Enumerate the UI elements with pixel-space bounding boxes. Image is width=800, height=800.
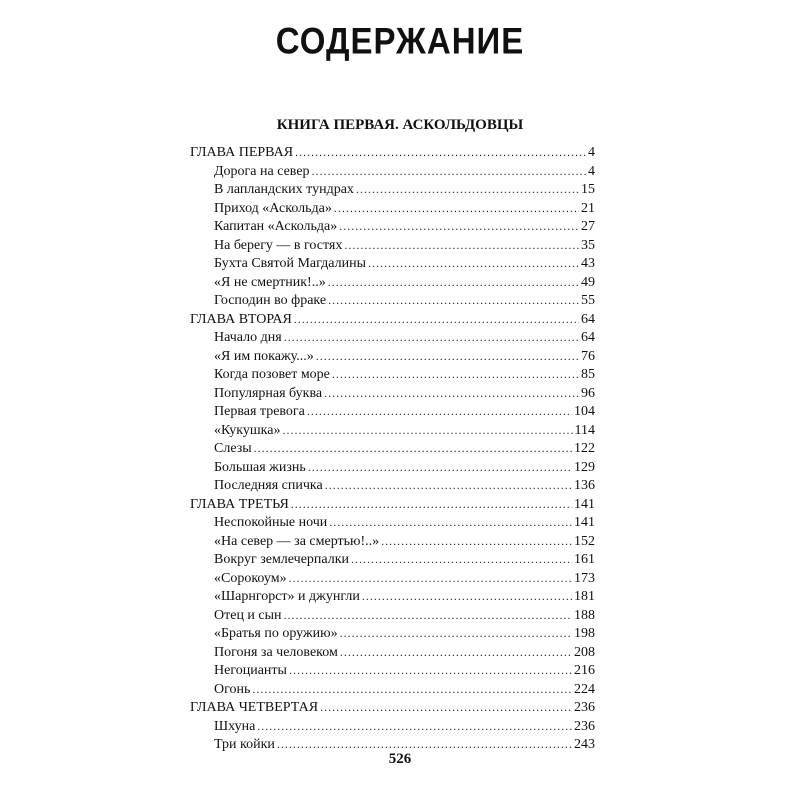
- dot-leader: [252, 680, 572, 699]
- toc-section-row: [190, 347, 595, 366]
- dot-leader: [329, 513, 572, 532]
- toc-entry-page: 64: [581, 330, 595, 345]
- toc-entry-title: Негоцианты: [214, 663, 287, 678]
- toc-entry-page: 96: [581, 385, 595, 401]
- toc-entry-title: Дорога на север: [214, 163, 310, 179]
- toc-entry-page: 35: [581, 237, 595, 253]
- dot-leader: [381, 532, 572, 551]
- toc-entry-page: 4: [588, 163, 595, 179]
- toc-section-row: [190, 421, 595, 440]
- dot-leader: [308, 458, 572, 477]
- toc-chapter-row: [190, 495, 595, 514]
- toc-section-row: [190, 587, 595, 606]
- dot-leader: [368, 254, 579, 273]
- toc-entry-page: 141: [574, 515, 595, 530]
- toc-entry-title: На берегу — в гостях: [214, 237, 343, 253]
- toc-entry-page: 152: [574, 533, 595, 549]
- toc-entry-page: 181: [574, 589, 595, 604]
- toc-entry-title: «Шарнгорст» и джунгли: [214, 589, 360, 604]
- toc-entry-title: ГЛАВА ВТОРАЯ: [190, 311, 292, 327]
- toc-entry-page: 243: [574, 737, 595, 752]
- toc-section-row: [190, 661, 595, 680]
- toc-section-row: [190, 606, 595, 625]
- toc-entry-page: 104: [574, 404, 595, 419]
- toc-entry-title: Начало дня: [214, 330, 282, 345]
- toc-section-row: [190, 236, 595, 255]
- dot-leader: [344, 236, 579, 255]
- dot-leader: [284, 328, 579, 347]
- toc-entry-page: 122: [574, 441, 595, 456]
- toc-entry-title: Шхуна: [214, 718, 256, 734]
- toc-section-row: [190, 624, 595, 643]
- dot-leader: [334, 199, 579, 218]
- dot-leader: [312, 162, 586, 181]
- toc-entry-title: «Сорокоум»: [214, 570, 287, 586]
- dot-leader: [351, 550, 572, 569]
- toc-section-row: [190, 532, 595, 551]
- dot-leader: [328, 291, 579, 310]
- toc-entry-title: Отец и сын: [214, 607, 282, 623]
- toc-entry-title: Капитан «Аскольда»: [214, 219, 338, 234]
- toc-entry-page: 129: [574, 459, 595, 475]
- dot-leader: [307, 402, 572, 421]
- toc-chapter-row: [190, 310, 595, 329]
- dot-leader: [289, 661, 572, 680]
- toc-entry-title: ГЛАВА ЧЕТВЕРТАЯ: [190, 700, 319, 715]
- toc-entry-page: 85: [581, 367, 595, 382]
- toc-entry-title: ГЛАВА ПЕРВАЯ: [190, 145, 294, 160]
- toc-section-row: [190, 384, 595, 403]
- toc-entry-page: 208: [574, 644, 595, 660]
- toc-entry-title: Последняя спичка: [214, 478, 323, 493]
- toc-entry-page: 43: [581, 256, 595, 271]
- dot-leader: [362, 587, 572, 606]
- toc-entry-page: 49: [581, 274, 595, 290]
- toc-section-row: [190, 680, 595, 699]
- toc-entry-title: Бухта Святой Магдалины: [214, 256, 367, 271]
- toc-entry-page: 216: [574, 663, 595, 678]
- toc-entry-page: 236: [574, 718, 595, 734]
- toc-entry-page: 198: [574, 626, 595, 641]
- page-title: СОДЕРЖАНИЕ: [275, 19, 525, 62]
- toc-entry-page: 161: [574, 552, 595, 567]
- toc-entry-page: 224: [574, 681, 595, 697]
- toc-entry-page: 64: [581, 311, 595, 327]
- toc-entry-title: Господин во фраке: [214, 293, 327, 308]
- toc-entry-page: 141: [574, 496, 595, 512]
- toc-entry-title: ГЛАВА ТРЕТЬЯ: [190, 496, 289, 512]
- dot-leader: [284, 606, 572, 625]
- toc-entry-page: 136: [574, 478, 595, 493]
- dot-leader: [257, 717, 572, 736]
- toc-entry-page: 21: [581, 200, 595, 216]
- toc-section-row: [190, 550, 595, 569]
- toc-entry-title: Три койки: [214, 737, 275, 752]
- toc-entry-title: В лапландских тундрах: [214, 182, 354, 197]
- toc-section-row: [190, 180, 595, 199]
- toc-entry-title: Когда позовет море: [214, 367, 330, 382]
- toc-entry-page: 76: [581, 348, 595, 364]
- dot-leader: [325, 476, 572, 495]
- dot-leader: [340, 643, 572, 662]
- book-heading: КНИГА ПЕРВАЯ. АСКОЛЬДОВЦЫ: [276, 117, 524, 133]
- toc-section-row: [190, 643, 595, 662]
- toc-entry-page: 173: [574, 570, 595, 586]
- toc-entry-title: Погоня за человеком: [214, 644, 338, 660]
- dot-leader: [291, 495, 572, 514]
- toc-entry-title: Вокруг землечерпалки: [214, 552, 350, 567]
- toc-section-row: [190, 476, 595, 495]
- toc-section-row: [190, 439, 595, 458]
- toc-entry-title: Первая тревога: [214, 404, 305, 419]
- toc-entry-title: «Я не смертник!..»: [214, 274, 326, 290]
- dot-leader: [295, 143, 586, 162]
- toc-entry-title: «Братья по оружию»: [214, 626, 338, 641]
- toc-entry-page: 236: [574, 700, 595, 715]
- dot-leader: [320, 698, 572, 717]
- toc-section-row: [190, 217, 595, 236]
- toc-section-row: [190, 365, 595, 384]
- dot-leader: [294, 310, 579, 329]
- toc-entry-title: Огонь: [214, 681, 251, 697]
- page-number: 526: [388, 751, 412, 767]
- toc-entry-title: «Я им покажу...»: [214, 348, 314, 364]
- toc-section-row: [190, 569, 595, 588]
- toc-section-row: [190, 254, 595, 273]
- dot-leader: [282, 421, 572, 440]
- toc-entry-page: 55: [581, 293, 595, 308]
- dot-leader: [328, 273, 579, 292]
- toc-section-row: [190, 328, 595, 347]
- toc-entry-title: Приход «Аскольда»: [214, 200, 332, 216]
- toc-section-row: [190, 162, 595, 181]
- dot-leader: [324, 384, 579, 403]
- toc-entry-page: 27: [581, 219, 595, 234]
- toc-entry-page: 4: [588, 145, 595, 160]
- dot-leader: [340, 624, 572, 643]
- toc-entry-title: Неспокойные ночи: [214, 515, 328, 530]
- dot-leader: [254, 439, 572, 458]
- toc-chapter-row: [190, 143, 595, 162]
- dot-leader: [316, 347, 579, 366]
- toc-section-row: [190, 199, 595, 218]
- table-of-contents: [190, 143, 595, 754]
- toc-section-row: [190, 291, 595, 310]
- toc-section-row: [190, 513, 595, 532]
- toc-entry-title: Слезы: [214, 441, 252, 456]
- toc-entry-title: Большая жизнь: [214, 459, 306, 475]
- toc-section-row: [190, 717, 595, 736]
- dot-leader: [356, 180, 579, 199]
- toc-entry-page: 188: [574, 607, 595, 623]
- toc-entry-title: Популярная буква: [214, 385, 323, 401]
- toc-entry-title: «Кукушка»: [214, 422, 281, 438]
- toc-section-row: [190, 402, 595, 421]
- dot-leader: [332, 365, 579, 384]
- toc-chapter-row: [190, 698, 595, 717]
- dot-leader: [289, 569, 572, 588]
- dot-leader: [339, 217, 579, 236]
- toc-section-row: [190, 458, 595, 477]
- toc-section-row: [190, 273, 595, 292]
- toc-entry-page: 15: [581, 182, 595, 197]
- toc-entry-page: 114: [574, 422, 595, 438]
- toc-entry-title: «На север — за смертью!..»: [214, 533, 380, 549]
